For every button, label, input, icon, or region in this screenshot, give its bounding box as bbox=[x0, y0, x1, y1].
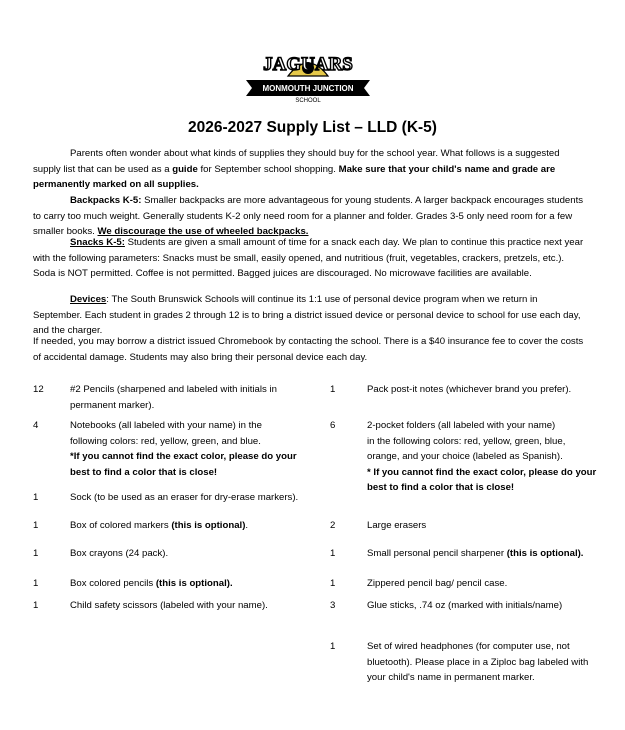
supply-quantity: 1 bbox=[330, 548, 336, 559]
supply-line: your child's name in permanent marker. bbox=[367, 672, 535, 684]
supply-line: Glue sticks, .74 oz (marked with initials/name) bbox=[367, 600, 563, 611]
chromebook-text: If needed, you may borrow a district issued Chromebook by contacting the school. There is a $40 insurance fee to cover the costs of accidental damage. Students may also bring their personal device each day. bbox=[33, 336, 584, 363]
logo-banner: MONMOUTH JUNCTION bbox=[262, 84, 354, 93]
intro-emphasis: Make sure that your child's name and grade are permanently marked on all supplies. bbox=[33, 163, 556, 191]
supply-line: Large erasers bbox=[367, 520, 427, 531]
supply-description bbox=[70, 518, 320, 534]
optional-note: (this is optional). bbox=[155, 578, 233, 589]
supply-line: Set of wired headphones (for computer use, not bbox=[367, 641, 570, 652]
supply-quantity: 1 bbox=[33, 600, 39, 611]
optional-note: (this is optional). bbox=[506, 548, 584, 559]
devices-text: : The South Brunswick Schools will continue its 1:1 use of personal device program when we return in September. Each student in grades 2 through 12 is to bring a district issued device or personal device to school for use each day, and the charger. bbox=[33, 294, 581, 337]
supply-quantity: 1 bbox=[330, 384, 336, 395]
supply-line: Small personal pencil sharpener (this is optional). bbox=[367, 548, 584, 559]
supply-line: #2 Pencils (sharpened and labeled with initials in bbox=[70, 384, 277, 395]
supply-quantity: 1 bbox=[33, 578, 39, 589]
chromebook-paragraph bbox=[33, 334, 589, 365]
supply-note: *If you cannot find the exact color, please do your bbox=[70, 451, 297, 463]
page-title: 2026-2027 Supply List – LLD (K-5) bbox=[188, 119, 437, 136]
supply-description bbox=[367, 576, 617, 592]
supply-line: 2-pocket folders (all labeled with your name) bbox=[367, 420, 556, 431]
supply-description bbox=[367, 639, 617, 686]
supply-line: Box crayons (24 pack). bbox=[70, 548, 169, 559]
supply-line: Box of colored markers (this is optional). bbox=[70, 520, 249, 531]
supply-line: Child safety scissors (labeled with your name). bbox=[70, 600, 268, 611]
supply-quantity: 4 bbox=[33, 420, 39, 431]
supply-description bbox=[70, 490, 320, 506]
supply-note: best to find a color that is close! bbox=[70, 466, 218, 478]
supply-description bbox=[367, 546, 617, 562]
supply-description bbox=[367, 518, 617, 534]
devices-paragraph bbox=[33, 292, 589, 339]
supply-quantity: 1 bbox=[330, 641, 336, 652]
supply-quantity: 1 bbox=[33, 548, 39, 559]
snacks-paragraph bbox=[33, 235, 589, 282]
optional-note: (this is optional) bbox=[171, 520, 246, 531]
supply-description bbox=[70, 418, 320, 480]
supply-note: best to find a color that is close! bbox=[367, 482, 515, 494]
supply-quantity: 6 bbox=[330, 420, 336, 431]
supply-quantity: 1 bbox=[330, 578, 336, 589]
supply-description bbox=[367, 598, 617, 614]
supply-line: following colors: red, yellow, green, and blue. bbox=[70, 435, 261, 447]
intro-text-2: for September school shopping. bbox=[197, 163, 339, 175]
supply-quantity: 1 bbox=[33, 520, 39, 531]
supply-quantity: 2 bbox=[330, 520, 336, 531]
intro-guide: guide bbox=[172, 163, 198, 175]
supply-quantity: 1 bbox=[33, 492, 39, 503]
backpacks-heading: Backpacks K-5: bbox=[70, 195, 142, 206]
backpacks-emphasis: We discourage the use of wheeled backpacks. bbox=[97, 226, 309, 238]
backpacks-paragraph bbox=[33, 193, 589, 240]
logo-name: JAGUARS bbox=[263, 54, 353, 75]
intro-text: Parents often wonder about what kinds of supplies they should buy for the school year. What follows is a suggested supply list that can be used as a bbox=[33, 148, 560, 175]
supply-description bbox=[70, 546, 320, 562]
supply-description bbox=[70, 576, 320, 592]
supply-line: permanent marker). bbox=[70, 399, 155, 411]
backpacks-text: Smaller backpacks are more advantageous for young students. A larger backpack encourages students to carry too much weight. Generally students K-2 only need room for a planner and folder. Grades 3-5 only need room for a few smaller books. bbox=[33, 195, 584, 238]
supply-description bbox=[367, 382, 617, 398]
supply-line: bluetooth). Please place in a Ziploc bag labeled with bbox=[367, 656, 589, 668]
supply-line: Notebooks (all labeled with your name) in the bbox=[70, 420, 262, 431]
supply-line: in the following colors: red, yellow, green, blue, bbox=[367, 435, 566, 447]
intro-paragraph bbox=[33, 146, 589, 193]
snacks-text: Students are given a small amount of time for a snack each day. We plan to continue this practice next year with the following parameters: Snacks must be small, easily opened, and nutritious (fruit, vegetables, crackers, pretzels, etc.). Soda is NOT permitted. Coffee is not permitted. Bagged juices are discouraged. No microwave facilities are available. bbox=[33, 237, 584, 280]
snacks-heading: Snacks K-5: bbox=[70, 237, 125, 248]
supply-description bbox=[367, 418, 617, 496]
supply-quantity: 3 bbox=[330, 600, 336, 611]
supply-quantity: 12 bbox=[33, 384, 44, 395]
supply-description bbox=[70, 382, 320, 413]
supply-line: Box colored pencils (this is optional). bbox=[70, 578, 233, 589]
logo-sub: SCHOOL bbox=[295, 98, 321, 104]
supply-line: Pack post-it notes (whichever brand you prefer). bbox=[367, 384, 572, 395]
supply-line: orange, and your choice (labeled as Spanish). bbox=[367, 451, 563, 463]
devices-heading: Devices bbox=[70, 294, 107, 305]
supply-note: * If you cannot find the exact color, please do your bbox=[367, 466, 597, 478]
school-logo bbox=[238, 46, 378, 104]
supply-description bbox=[70, 598, 320, 614]
supply-line: Sock (to be used as an eraser for dry-erase markers). bbox=[70, 492, 299, 503]
supply-line: Zippered pencil bag/ pencil case. bbox=[367, 578, 508, 589]
